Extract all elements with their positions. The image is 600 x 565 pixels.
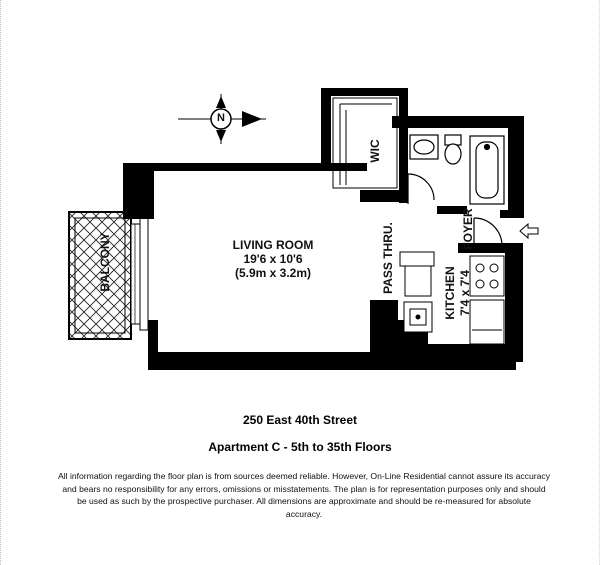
pass-thru-label: PASS THRU. <box>381 222 395 294</box>
entry-door <box>474 218 502 246</box>
pass-thru-counter <box>370 300 398 320</box>
apartment-title: Apartment C - 5th to 35th Floors <box>208 440 392 454</box>
disclaimer: All information regarding the floor plan is from sources deemed reliable. However, On-Line Residential cannot assure its accuracy and bears no responsibility for any errors, omissions or misstatements. The plan is for representation purposes only and should be used as such by the prospective purchaser. All dimensions are approximate and should be re-measured for absolute accuracy. <box>58 471 550 519</box>
address: 250 East 40th Street <box>242 413 358 427</box>
balcony-label: BALCONY <box>98 232 112 292</box>
kitchen-dims: 7'4 x 7'4 <box>458 270 472 316</box>
kitchen-label: KITCHEN <box>443 266 457 320</box>
entry-arrow-icon <box>520 224 538 238</box>
living-room-name: LIVING ROOM <box>232 238 314 252</box>
bathroom <box>408 135 504 204</box>
foyer-label: FOYER <box>461 208 475 250</box>
living-room-dims-ft: 19'6 x 10'6 <box>243 252 303 266</box>
wic-closet <box>333 98 397 188</box>
wic-label: WIC <box>368 139 382 163</box>
compass-letter: N <box>217 112 225 124</box>
living-room-dims-m: (5.9m x 3.2m) <box>234 266 312 280</box>
